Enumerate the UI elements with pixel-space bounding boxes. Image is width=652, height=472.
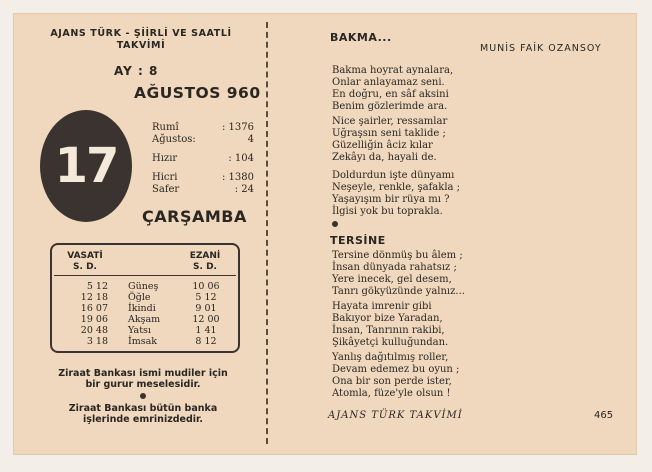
poem-line: Doldurdun işte dünyamı xyxy=(332,170,455,181)
calendar-leaf xyxy=(14,14,636,454)
poem-line: Devam edemez bu oyun ; xyxy=(332,364,460,375)
header-line-2: TAKVİMİ xyxy=(116,40,166,51)
ezani-time: 5 12 xyxy=(195,292,217,303)
poem-1-title: BAKMA... xyxy=(330,31,392,44)
poem-line: Yere inecek, gel desem, xyxy=(332,274,452,285)
vasati-time: 16 07 xyxy=(80,303,108,314)
agustos-value: 4 xyxy=(247,134,254,145)
poem-1-stanza-3 xyxy=(332,170,460,218)
hizir-date xyxy=(152,153,254,165)
agustos-label: Ağustos: xyxy=(152,134,196,145)
hizir-value: : 104 xyxy=(228,153,254,164)
poem-1-stanza-2 xyxy=(332,116,447,164)
vasati-time: 12 18 xyxy=(80,292,108,303)
vasati-sd: S. D. xyxy=(73,262,97,272)
poem-line: Bakma hoyrat aynalara, xyxy=(332,65,454,76)
rumi-value: : 1376 xyxy=(222,122,254,133)
poem-line: Tanrı gökyüzünde yalnız... xyxy=(332,286,465,297)
bank-note-1-line-2: bir gurur meselesidir. xyxy=(85,379,201,390)
poem-line: Neşeyle, renkle, şafakla ; xyxy=(332,182,461,193)
poem-line: Yanlış dağıtılmış roller, xyxy=(332,352,449,363)
poem-line: Hayata imrenir gibi xyxy=(332,301,432,312)
poem-line: İnsan, Tanrının rakibi, xyxy=(332,325,445,336)
poem-line: Atomla, füze'yle olsun ! xyxy=(332,388,451,399)
poem-line: En doğru, en sâf aksini xyxy=(332,89,449,100)
poem-line: Tersine dönmüş bu âlem ; xyxy=(332,250,463,261)
bank-note-1-line-1: Ziraat Bankası ismi mudiler için xyxy=(58,368,228,379)
hicri-date xyxy=(152,172,254,184)
vasati-time: 20 48 xyxy=(80,325,108,336)
poem-line: Nice şairler, ressamlar xyxy=(332,116,448,127)
bullet-dot-icon xyxy=(332,221,338,227)
safer-value: : 24 xyxy=(234,184,254,195)
prayer-name: Yatsı xyxy=(128,325,151,336)
calendar-header xyxy=(34,28,248,52)
vasati-label: VASATİ xyxy=(67,251,103,261)
poem-line: Ona bir son perde ister, xyxy=(332,376,452,387)
poem-author: MUNİS FAİK OZANSOY xyxy=(480,43,602,54)
agustos-date xyxy=(152,134,254,146)
poem-line: Şikâyetçi kulluğundan. xyxy=(332,337,449,348)
ezani-header xyxy=(180,251,230,273)
bank-note-1 xyxy=(38,368,248,390)
hizir-label: Hızır xyxy=(152,153,178,164)
prayer-times-table xyxy=(50,243,240,353)
ezani-sd: S. D. xyxy=(193,262,217,272)
table-divider xyxy=(54,275,236,276)
ezani-time: 12 00 xyxy=(192,314,220,325)
prayer-name: İmsak xyxy=(128,336,158,347)
poem-line: Bakıyor bize Yaradan, xyxy=(332,313,443,324)
poem-2-title: TERSİNE xyxy=(330,234,386,247)
ezani-label: EZANİ xyxy=(189,251,221,261)
weekday: ÇARŞAMBA xyxy=(142,207,247,226)
poem-1-stanza-1 xyxy=(332,65,453,113)
perforation-line xyxy=(266,22,268,444)
bank-note-2-line-1: Ziraat Bankası bütün banka xyxy=(68,403,218,414)
page-number: 465 xyxy=(594,410,614,421)
poem-line: Zekâyı da, hayali de. xyxy=(332,152,437,163)
calendar-footer: AJANS TÜRK TAKVİMİ xyxy=(328,410,463,421)
safer-label: Safer xyxy=(152,184,180,195)
prayer-name: İkindi xyxy=(128,303,156,314)
poem-line: Uğraşsın seni taklide ; xyxy=(332,128,446,139)
bullet-dot-icon xyxy=(140,393,146,399)
ezani-time: 9 01 xyxy=(195,303,217,314)
rumi-date xyxy=(152,122,254,134)
bank-note-2-line-2: işlerinde emrinizdedir. xyxy=(83,414,203,425)
ezani-time: 8 12 xyxy=(195,336,217,347)
day-number-badge xyxy=(40,110,132,222)
poem-2-stanza-1 xyxy=(332,250,465,298)
poem-2-stanza-2 xyxy=(332,301,448,349)
hicri-value: : 1380 xyxy=(222,172,254,183)
vasati-time: 19 06 xyxy=(80,314,108,325)
safer-date xyxy=(152,184,254,196)
poem-line: Yaşayışım bir rüya mı ? xyxy=(332,194,450,205)
prayer-name: Güneş xyxy=(128,281,159,292)
rumi-label: Rumî xyxy=(152,122,179,133)
ezani-time: 10 06 xyxy=(192,281,220,292)
poem-line: Güzelliğin âciz kılar xyxy=(332,140,433,151)
ezani-time: 1 41 xyxy=(195,325,217,336)
header-line-1: AJANS TÜRK - ŞİİRLİ VE SAATLİ xyxy=(50,28,232,39)
hicri-label: Hicri xyxy=(152,172,178,183)
day-number: 17 xyxy=(54,138,118,194)
vasati-time: 3 18 xyxy=(86,336,108,347)
poem-2-stanza-3 xyxy=(332,352,459,400)
month-year: AĞUSTOS 960 xyxy=(134,84,261,102)
bank-note-2 xyxy=(38,403,248,425)
poem-line: İnsan dünyada rahatsız ; xyxy=(332,262,457,273)
prayer-name: Akşam xyxy=(128,314,161,325)
poem-line: Onlar anlayamaz seni. xyxy=(332,77,445,88)
poem-line: İlgisi yok bu toprakla. xyxy=(332,206,443,217)
vasati-time: 5 12 xyxy=(86,281,108,292)
vasati-header xyxy=(60,251,110,273)
prayer-name: Öğle xyxy=(128,292,151,303)
poem-line: Benim gözlerimde ara. xyxy=(332,101,448,112)
month-index: AY : 8 xyxy=(114,64,159,78)
